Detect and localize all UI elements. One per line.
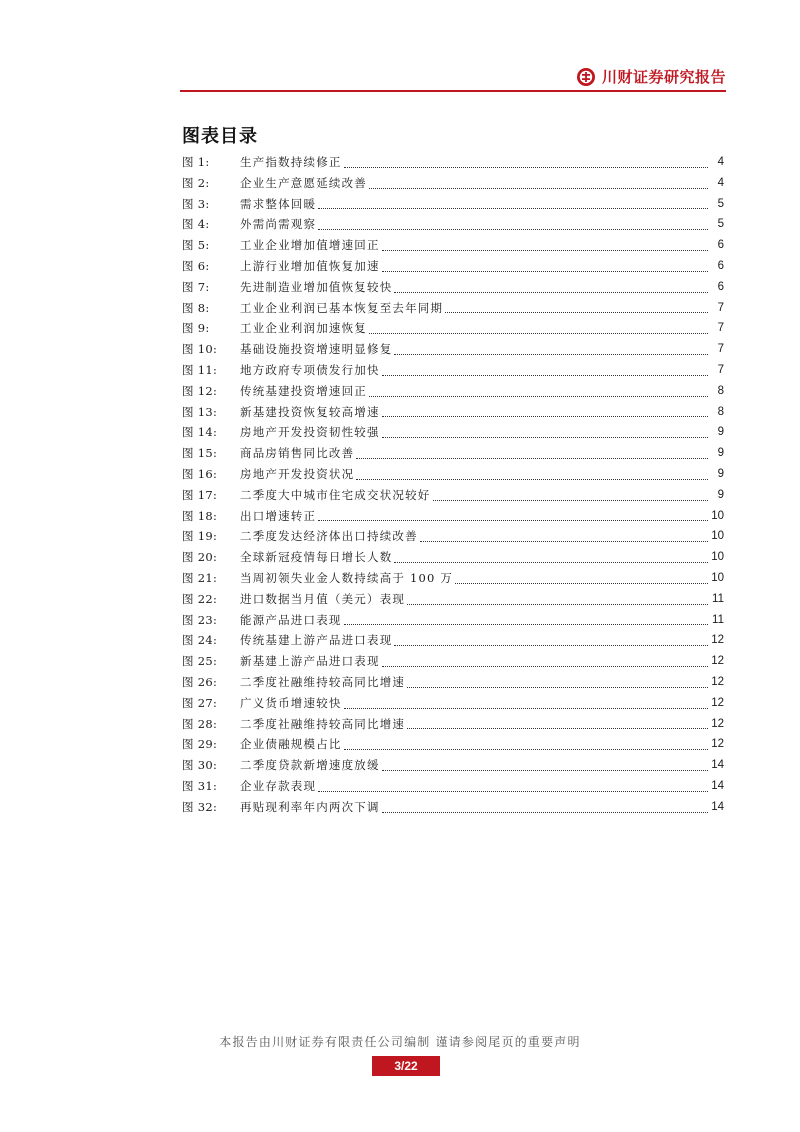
toc-entry[interactable] <box>182 235 724 256</box>
toc-entry-figure-label: 图 6: <box>182 258 210 273</box>
toc-entry-figure-label: 图 24: <box>182 633 218 648</box>
toc-entry[interactable] <box>182 610 724 631</box>
toc-entry[interactable] <box>182 693 724 714</box>
toc-entry-title: 当周初领失业金人数持续高于 100 万 <box>240 570 454 585</box>
toc-entry-page-number: 6 <box>717 239 724 252</box>
toc-entry-figure-label: 图 7: <box>182 279 210 294</box>
toc-entry-figure-label: 图 8: <box>182 300 210 315</box>
toc-entry[interactable] <box>182 547 724 568</box>
footer-disclaimer: 本报告由川财证券有限责任公司编制 谨请参阅尾页的重要声明 <box>219 1035 581 1049</box>
toc-entry-leader-dots <box>407 675 708 688</box>
toc-entry[interactable] <box>182 589 724 610</box>
toc-entry[interactable] <box>182 318 724 339</box>
toc-entry-page-number: 9 <box>717 447 724 460</box>
toc-entry[interactable] <box>182 651 724 672</box>
toc-entry-page-number: 4 <box>717 156 724 168</box>
toc-entry-page-number: 6 <box>717 280 724 293</box>
toc-entry-title: 二季度发达经济体出口持续改善 <box>240 529 418 544</box>
toc-entry-leader-dots <box>407 716 708 729</box>
toc-entry-title: 基础设施投资增速明显修复 <box>240 342 393 357</box>
toc-entry-title: 全球新冠疫情每日增长人数 <box>240 550 393 565</box>
toc-entry-leader-dots <box>420 529 708 542</box>
toc-entry-figure-label: 图 18: <box>182 508 218 523</box>
toc-entry-title: 企业存款表现 <box>240 778 317 793</box>
toc-entry-page-number: 10 <box>711 551 724 564</box>
toc-entry-leader-dots <box>382 363 708 376</box>
toc-entry-leader-dots <box>369 321 708 334</box>
toc-entry-leader-dots <box>318 508 708 521</box>
toc-entry[interactable] <box>182 277 724 298</box>
toc-entry[interactable] <box>182 630 724 651</box>
toc-entry-leader-dots <box>394 633 708 646</box>
toc-entry[interactable] <box>182 256 724 277</box>
toc-entry-figure-label: 图 29: <box>182 737 218 752</box>
toc-entry-page-number: 9 <box>717 488 724 501</box>
toc-entry-page-number: 14 <box>711 800 724 813</box>
toc-entry-page-number: 10 <box>711 530 724 543</box>
toc-entry-page-number: 7 <box>717 343 724 356</box>
toc-entry-title: 商品房销售同比改善 <box>240 446 355 461</box>
toc-entry-title: 生产指数持续修正 <box>240 155 342 169</box>
toc-entry[interactable] <box>182 506 724 527</box>
toc-entry-figure-label: 图 3: <box>182 196 210 211</box>
chuancai-logo-icon <box>576 67 596 87</box>
toc-entry-leader-dots <box>369 176 708 189</box>
toc-entry[interactable] <box>182 173 724 194</box>
toc-entry-figure-label: 图 1: <box>182 155 210 169</box>
toc-entry-figure-label: 图 14: <box>182 425 218 440</box>
toc-entry[interactable] <box>182 526 724 547</box>
toc-entry-page-number: 12 <box>711 675 724 688</box>
toc-entry-figure-label: 图 20: <box>182 550 218 565</box>
toc-entry-page-number: 12 <box>711 655 724 668</box>
toc-entry-leader-dots <box>318 196 708 209</box>
toc-entry-leader-dots <box>407 592 708 605</box>
toc-entry[interactable] <box>182 568 724 589</box>
toc-entry-leader-dots <box>344 155 708 168</box>
toc-entry[interactable] <box>182 755 724 776</box>
toc-entry-leader-dots <box>344 737 708 750</box>
toc-entry-page-number: 7 <box>717 322 724 335</box>
toc-entry-page-number: 10 <box>711 571 724 584</box>
toc-entry-title: 传统基建投资增速回正 <box>240 383 367 398</box>
toc-entry-leader-dots <box>445 300 708 313</box>
toc-entry-title: 工业企业利润加速恢复 <box>240 321 367 336</box>
toc-entry-title: 房地产开发投资状况 <box>240 466 355 481</box>
toc-entry-title: 工业企业增加值增速回正 <box>240 238 380 253</box>
toc-entry[interactable] <box>182 464 724 485</box>
toc-entry-leader-dots <box>382 404 708 417</box>
toc-entry-leader-dots <box>344 612 708 625</box>
toc-entry-figure-label: 图 21: <box>182 570 218 585</box>
toc-title: 图表目录 <box>182 126 258 147</box>
toc-entry-title: 企业生产意愿延续改善 <box>240 175 367 190</box>
toc-entry-figure-label: 图 11: <box>182 362 218 377</box>
toc-entry-page-number: 12 <box>711 634 724 647</box>
toc-entry-title: 新基建投资恢复较高增速 <box>240 404 380 419</box>
toc-entry-leader-dots <box>318 779 708 792</box>
toc-entry[interactable] <box>182 152 724 173</box>
toc-entry-leader-dots <box>433 488 709 501</box>
toc-entry[interactable] <box>182 381 724 402</box>
page-header <box>180 62 726 90</box>
toc-entry-leader-dots <box>369 384 708 397</box>
toc-entry-leader-dots <box>318 217 708 230</box>
toc-entry-figure-label: 图 32: <box>182 799 218 814</box>
toc-entry-title: 二季度贷款新增速度放缓 <box>240 758 380 773</box>
toc-entry-page-number: 7 <box>717 301 724 314</box>
toc-entry-figure-label: 图 4: <box>182 217 210 232</box>
toc-entry-page-number: 8 <box>717 384 724 397</box>
brand <box>576 66 726 87</box>
toc-entry-leader-dots <box>382 238 708 251</box>
toc-entry-leader-dots <box>382 654 708 667</box>
toc-entry-figure-label: 图 27: <box>182 695 218 710</box>
toc-entry-page-number: 6 <box>717 259 724 272</box>
header-rule <box>180 90 726 92</box>
toc-entry-leader-dots <box>394 280 708 293</box>
toc-entry[interactable] <box>182 672 724 693</box>
toc-entry-figure-label: 图 13: <box>182 404 218 419</box>
toc-entry-figure-label: 图 28: <box>182 716 218 731</box>
toc-entry-figure-label: 图 10: <box>182 342 218 357</box>
toc-entry-figure-label: 图 5: <box>182 238 210 253</box>
page-number-badge: 3/22 <box>372 1056 440 1076</box>
toc-entry-title: 能源产品进口表现 <box>240 612 342 627</box>
brand-name: 川财证券研究报告 <box>601 68 726 86</box>
toc-entry-leader-dots <box>382 758 708 771</box>
toc-entry[interactable] <box>182 776 724 797</box>
toc-entry-leader-dots <box>394 550 708 563</box>
toc-list <box>182 152 724 818</box>
toc-entry-title: 广义货币增速较快 <box>240 695 342 710</box>
toc-entry-title: 出口增速转正 <box>240 508 317 523</box>
toc-entry-title: 工业企业利润已基本恢复至去年同期 <box>240 300 444 315</box>
toc-entry-figure-label: 图 2: <box>182 175 210 190</box>
toc-entry-figure-label: 图 31: <box>182 778 218 793</box>
toc-entry[interactable] <box>182 714 724 735</box>
toc-entry-page-number: 7 <box>717 363 724 376</box>
toc-entry-title: 房地产开发投资韧性较强 <box>240 425 380 440</box>
toc-entry-figure-label: 图 23: <box>182 612 218 627</box>
toc-entry-leader-dots <box>382 425 708 438</box>
toc-entry-leader-dots <box>344 696 708 709</box>
toc-entry[interactable] <box>182 797 724 818</box>
toc-entry-title: 二季度大中城市住宅成交状况较好 <box>240 487 431 502</box>
toc-entry-figure-label: 图 19: <box>182 529 218 544</box>
toc-entry-page-number: 14 <box>711 759 724 772</box>
toc-entry-figure-label: 图 22: <box>182 591 218 606</box>
toc-entry[interactable] <box>182 443 724 464</box>
toc-entry[interactable] <box>182 214 724 235</box>
toc-entry-title: 再贴现利率年内两次下调 <box>240 799 380 814</box>
toc-entry-title: 进口数据当月值（美元）表现 <box>240 591 406 606</box>
toc-entry-title: 二季度社融维持较高同比增速 <box>240 674 406 689</box>
toc-entry-title: 需求整体回暖 <box>240 196 317 211</box>
toc-entry-leader-dots <box>382 259 708 272</box>
toc-entry-title: 上游行业增加值恢复加速 <box>240 258 380 273</box>
toc-entry-figure-label: 图 15: <box>182 446 218 461</box>
toc-entry-page-number: 12 <box>711 717 724 730</box>
toc-entry-title: 先进制造业增加值恢复较快 <box>240 279 393 294</box>
toc-entry-leader-dots <box>382 800 708 813</box>
toc-entry[interactable] <box>182 194 724 215</box>
toc-entry-title: 企业债融规模占比 <box>240 737 342 752</box>
toc-entry-page-number: 9 <box>717 467 724 480</box>
toc-entry-figure-label: 图 30: <box>182 758 218 773</box>
toc-entry-page-number: 8 <box>717 405 724 418</box>
toc-entry-title: 新基建上游产品进口表现 <box>240 654 380 669</box>
toc-entry[interactable] <box>182 339 724 360</box>
toc-entry-page-number: 12 <box>711 696 724 709</box>
toc-entry-leader-dots <box>394 342 708 355</box>
toc-entry-page-number: 5 <box>717 197 724 210</box>
toc-entry-leader-dots <box>356 467 708 480</box>
toc-entry[interactable] <box>182 360 724 381</box>
toc-entry-figure-label: 图 9: <box>182 321 210 336</box>
toc-entry-title: 二季度社融维持较高同比增速 <box>240 716 406 731</box>
toc-entry-figure-label: 图 12: <box>182 383 218 398</box>
toc-entry-page-number: 4 <box>717 176 724 189</box>
toc-entry-title: 地方政府专项债发行加快 <box>240 362 380 377</box>
toc-entry-figure-label: 图 25: <box>182 654 218 669</box>
toc-entry-page-number: 12 <box>711 738 724 751</box>
toc-entry-figure-label: 图 16: <box>182 466 218 481</box>
toc-entry-figure-label: 图 17: <box>182 487 218 502</box>
toc-entry[interactable] <box>182 298 724 319</box>
toc-entry-title: 传统基建上游产品进口表现 <box>240 633 393 648</box>
toc-entry-leader-dots <box>455 571 708 584</box>
toc-entry[interactable] <box>182 734 724 755</box>
toc-entry-page-number: 10 <box>711 509 724 522</box>
toc-entry-title: 外需尚需观察 <box>240 217 317 232</box>
toc-entry-page-number: 5 <box>717 218 724 231</box>
toc-entry-figure-label: 图 26: <box>182 674 218 689</box>
toc-entry-page-number: 11 <box>712 613 724 626</box>
toc-entry[interactable] <box>182 402 724 423</box>
toc-entry-leader-dots <box>356 446 708 459</box>
toc-entry-page-number: 11 <box>712 592 724 605</box>
toc-entry-page-number: 9 <box>717 426 724 439</box>
toc-entry[interactable] <box>182 485 724 506</box>
toc-entry[interactable] <box>182 422 724 443</box>
toc-entry-page-number: 14 <box>711 779 724 792</box>
